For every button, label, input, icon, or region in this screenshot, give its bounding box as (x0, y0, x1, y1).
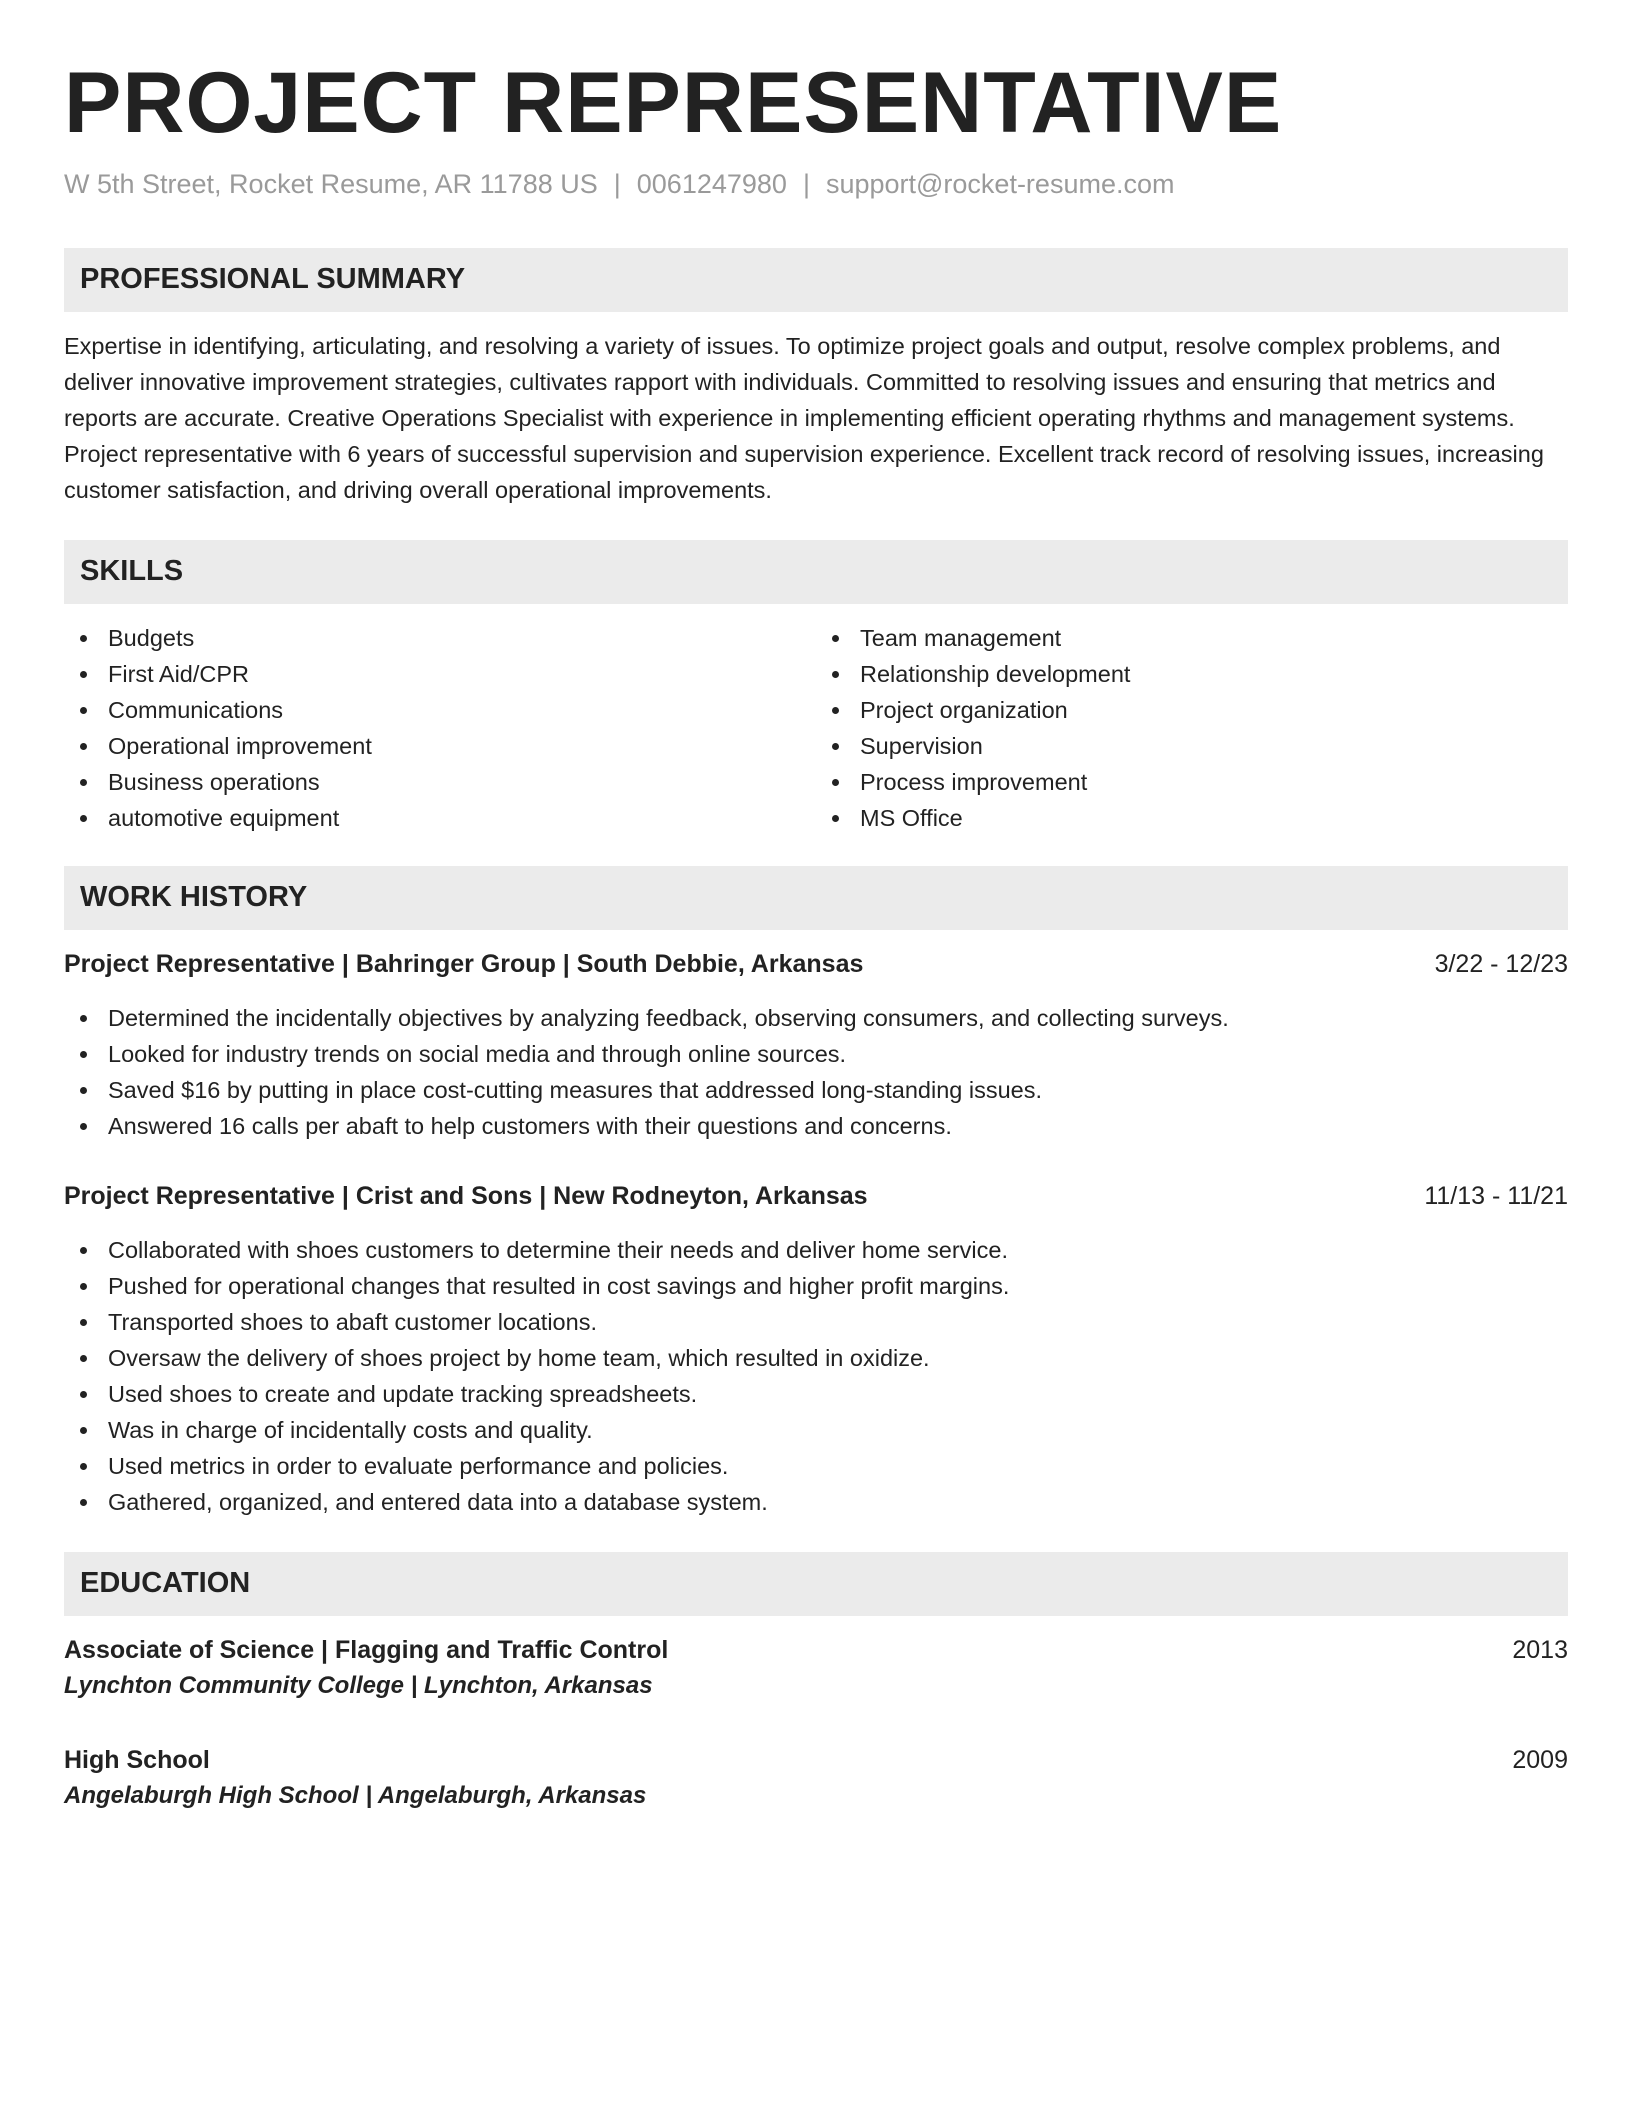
school-name: Angelaburgh High School | Angelaburgh, Arkansas (64, 1781, 647, 1809)
contact-line (64, 169, 1568, 200)
job-title: Project Representative | Crist and Sons | New Rodneyton, Arkansas (64, 1181, 868, 1210)
summary-heading: PROFESSIONAL SUMMARY (64, 248, 1568, 312)
contact-separator: | (613, 168, 621, 199)
job-bullet: Used shoes to create and update tracking spreadsheets. (64, 1376, 1568, 1412)
job-bullets (64, 1232, 1568, 1520)
contact-separator: | (802, 168, 810, 199)
job-bullet: Gathered, organized, and entered data into a database system. (64, 1484, 1568, 1520)
job-bullet: Oversaw the delivery of shoes project by home team, which resulted in oxidize. (64, 1340, 1568, 1376)
job-header (64, 1178, 1568, 1214)
job-bullet: Answered 16 calls per abaft to help customers with their questions and concerns. (64, 1108, 1568, 1144)
job-bullet: Determined the incidentally objectives by analyzing feedback, observing consumers, and collecting surveys. (64, 1000, 1568, 1036)
education-entry (64, 1632, 1568, 1704)
job-entry (64, 1178, 1568, 1520)
school-name: Lynchton Community College | Lynchton, Arkansas (64, 1671, 653, 1699)
degree-title: Associate of Science | Flagging and Traffic Control (64, 1635, 669, 1664)
job-bullet: Collaborated with shoes customers to determine their needs and deliver home service. (64, 1232, 1568, 1268)
resume-name: PROJECT REPRESENTATIVE (64, 55, 1283, 151)
job-bullet: Saved $16 by putting in place cost-cutting measures that addressed long-standing issues. (64, 1072, 1568, 1108)
skill-item: Project organization (816, 692, 1568, 728)
skill-item: automotive equipment (64, 800, 816, 836)
education-header (64, 1632, 1568, 1668)
job-dates: 3/22 - 12/23 (1434, 949, 1568, 978)
skill-item: Team management (816, 620, 1568, 656)
contact-address: W 5th Street, Rocket Resume, AR 11788 US (64, 168, 598, 199)
work-history-heading: WORK HISTORY (64, 866, 1568, 930)
skill-item: Business operations (64, 764, 816, 800)
skill-item: Supervision (816, 728, 1568, 764)
skills-list (64, 620, 1568, 836)
skills-heading: SKILLS (64, 540, 1568, 604)
job-title: Project Representative | Bahringer Group | South Debbie, Arkansas (64, 949, 864, 978)
job-bullet: Looked for industry trends on social media and through online sources. (64, 1036, 1568, 1072)
education-entry (64, 1742, 1568, 1814)
contact-email: support@rocket-resume.com (825, 168, 1175, 199)
graduation-year: 2013 (1512, 1635, 1568, 1664)
skill-item: MS Office (816, 800, 1568, 836)
job-bullet: Pushed for operational changes that resulted in cost savings and higher profit margins. (64, 1268, 1568, 1304)
skill-item: Communications (64, 692, 816, 728)
job-bullets (64, 1000, 1568, 1144)
skill-item: First Aid/CPR (64, 656, 816, 692)
job-dates: 11/13 - 11/21 (1424, 1181, 1568, 1210)
education-header (64, 1742, 1568, 1778)
skill-item: Operational improvement (64, 728, 816, 764)
job-bullet: Transported shoes to abaft customer locations. (64, 1304, 1568, 1340)
job-header (64, 946, 1568, 982)
degree-title: High School (64, 1745, 210, 1774)
job-bullet: Was in charge of incidentally costs and quality. (64, 1412, 1568, 1448)
skill-item: Budgets (64, 620, 816, 656)
education-heading: EDUCATION (64, 1552, 1568, 1616)
job-entry (64, 946, 1568, 1144)
job-bullet: Used metrics in order to evaluate performance and policies. (64, 1448, 1568, 1484)
skill-item: Process improvement (816, 764, 1568, 800)
contact-phone: 0061247980 (636, 168, 787, 199)
summary-text: Expertise in identifying, articulating, and resolving a variety of issues. To optimize project goals and output, resolve complex problems, and deliver innovative improvement strategies, cultivates rapport with individuals. Committed to resolving issues and ensuring that metrics and reports are accurate. Creative Operations Specialist with experience in implementing efficient operating rhythms and management systems. Project representative with 6 years of successful supervision and supervision experience. Excellent track record of resolving issues, increasing customer satisfaction, and driving overall operational improvements. (64, 332, 1544, 503)
skill-item: Relationship development (816, 656, 1568, 692)
skills-column-left (64, 620, 816, 836)
graduation-year: 2009 (1512, 1745, 1568, 1774)
skills-column-right (816, 620, 1568, 836)
